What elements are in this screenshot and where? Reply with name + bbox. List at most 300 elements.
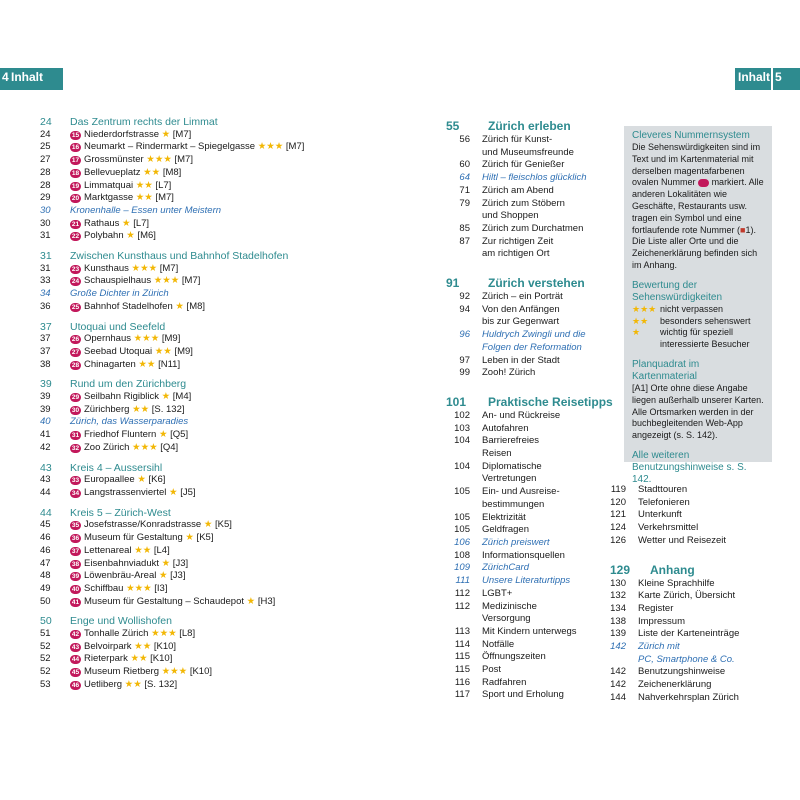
entry-title: Unsere Literaturtipps [482, 575, 571, 587]
page-number: 60 [459, 159, 470, 171]
toc-entry[interactable] [446, 172, 616, 185]
star-rating-icon: ★ [175, 300, 184, 312]
toc-entry[interactable] [40, 180, 308, 193]
section-gap [40, 608, 308, 615]
entry-title: Bahnhof Stadelhofen ★ [M8] [84, 300, 206, 312]
entry-title: Leben in der Stadt [482, 354, 560, 366]
star-rating-icon: ★ [161, 557, 171, 569]
sight-number-badge: 21 [71, 220, 80, 228]
toc-entry[interactable] [40, 558, 308, 571]
toc-entry[interactable] [40, 429, 308, 442]
star-rating-icon: ★★ [134, 544, 152, 556]
page-number: 50 [40, 615, 52, 628]
left-header-title: Inhalt [11, 70, 43, 84]
page-number [446, 342, 482, 355]
page-number: 129 [610, 562, 631, 577]
star-rating-icon: ★ [137, 474, 146, 486]
page-number: 46 [40, 532, 51, 544]
toc-entry[interactable] [610, 497, 785, 510]
toc-section-heading[interactable] [446, 118, 616, 134]
toc-entry[interactable] [40, 192, 308, 205]
toc-entry[interactable] [446, 512, 616, 525]
star-rating-icon: ★★ [154, 345, 172, 357]
toc-entry[interactable] [40, 679, 308, 692]
toc-entry[interactable] [610, 628, 785, 641]
entry-title: LGBT+ [482, 587, 513, 599]
page-number [610, 654, 638, 667]
header-divider [771, 68, 773, 90]
toc-entry[interactable] [40, 288, 308, 301]
page-number: 36 [40, 300, 51, 312]
toc-entry[interactable] [446, 664, 616, 677]
page-number: 138 [610, 615, 626, 627]
entry-title: Kronenhalle – Essen unter Meistern [70, 204, 222, 216]
toc-entry[interactable] [446, 575, 616, 588]
entry-title: Autofahren [482, 422, 529, 434]
sight-number-badge: 44 [71, 656, 80, 664]
toc-entry[interactable] [40, 583, 308, 596]
entry-title: Liste der Karteneinträge [638, 628, 740, 640]
page-number [446, 147, 482, 160]
toc-entry[interactable] [446, 355, 616, 368]
star-rating-icon: ★★★ [257, 141, 284, 153]
page-number: 119 [610, 484, 626, 495]
entry-title: Zürich – ein Porträt [482, 291, 563, 303]
toc-section-heading[interactable] [40, 116, 308, 129]
page-number: 51 [40, 628, 51, 640]
page-number: 104 [454, 460, 470, 472]
entry-title: Das Zentrum rechts der Limmat [70, 116, 218, 128]
entry-title: Notfälle [482, 638, 515, 650]
toc-entry[interactable] [446, 651, 616, 664]
toc-entry[interactable] [446, 159, 616, 172]
entry-title: Stadttouren [638, 484, 688, 495]
entry-title: und Shoppen [482, 210, 539, 222]
toc-entry[interactable] [446, 185, 616, 198]
section-gap [40, 314, 308, 321]
page-number: 96 [459, 329, 470, 341]
entry-title: Rund um den Zürichberg [70, 378, 187, 391]
entry-title: Sport und Erholung [482, 689, 564, 701]
toc-entry[interactable] [40, 154, 308, 167]
sight-number-badge: 42 [71, 631, 80, 639]
toc-entry[interactable] [40, 404, 308, 417]
toc-entry[interactable] [446, 435, 616, 448]
sight-number-badge: 46 [71, 681, 80, 689]
toc-entry[interactable] [40, 596, 308, 609]
star-rating-icon: ★★★ [126, 582, 152, 594]
entry-title: Limmatquai ★★ [L7] [84, 179, 172, 191]
toc-entry[interactable] [40, 218, 308, 231]
toc-entry[interactable] [446, 550, 616, 563]
toc-entry[interactable] [446, 448, 616, 461]
page-number: 87 [459, 235, 470, 247]
page-number: 109 [454, 562, 470, 574]
toc-section-heading[interactable] [446, 394, 616, 410]
page-number: 130 [610, 577, 626, 589]
toc-entry[interactable] [40, 666, 308, 679]
page-number: 44 [40, 506, 52, 519]
page-number: 85 [459, 222, 470, 234]
sight-number-badge: 35 [71, 522, 80, 530]
toc-column-experience [446, 118, 616, 702]
toc-entry[interactable] [40, 333, 308, 346]
page-number [446, 210, 482, 223]
entry-title: Museum Rietberg ★★★ [K10] [84, 666, 213, 678]
page-number: 43 [40, 461, 52, 474]
star-rating-icon: ★★★ [146, 154, 172, 166]
star-rating-icon: ★ [159, 570, 168, 582]
entry-title: Unterkunft [638, 509, 682, 521]
toc-entry[interactable] [610, 535, 785, 548]
toc-entry[interactable] [40, 545, 308, 558]
sight-number-badge: 40 [71, 585, 80, 593]
toc-section-heading[interactable] [40, 321, 308, 334]
entry-title: und Museumsfreunde [482, 146, 574, 158]
toc-entry[interactable] [446, 626, 616, 639]
page-number: 45 [40, 519, 51, 531]
toc-entry[interactable] [446, 473, 616, 486]
toc-entry[interactable] [446, 329, 616, 342]
sight-number-badge: 31 [71, 432, 80, 440]
sight-number-badge: 37 [71, 547, 80, 555]
sidebar-text-part: Die Sehenswürdigkeiten sind im Text und im Kartenmaterial mit derselben magentafarbenen ovalen Nummer [632, 142, 761, 188]
rating-row [632, 327, 764, 351]
entry-title: bis zur Gegenwart [482, 316, 560, 328]
sight-number-badge: 17 [71, 157, 80, 165]
entry-title: Tonhalle Zürich ★★★ [L8] [84, 628, 196, 640]
toc-entry[interactable] [446, 562, 616, 575]
toc-entry[interactable] [446, 423, 616, 436]
toc-entry[interactable] [40, 141, 308, 154]
page-number: 55 [446, 119, 460, 133]
toc-entry[interactable] [446, 613, 616, 626]
toc-entry[interactable] [610, 509, 785, 522]
entry-title: Impressum [638, 615, 685, 627]
toc-entry[interactable] [446, 198, 616, 211]
page-number: 105 [454, 511, 470, 523]
toc-entry[interactable] [446, 236, 616, 249]
page-number: 124 [610, 522, 626, 534]
entry-title: Polybahn ★ [M6] [84, 230, 156, 242]
star-rating-icon: ★★★ [151, 628, 177, 640]
toc-column-sights [40, 116, 308, 692]
entry-title: Kleine Sprachhilfe [638, 577, 715, 589]
entry-title: Elektrizität [482, 511, 526, 523]
sight-number-badge: 36 [71, 535, 80, 543]
entry-title: Utoquai und Seefeld [70, 320, 166, 333]
entry-title: Karte Zürich, Übersicht [638, 590, 736, 602]
page-number [446, 448, 482, 461]
entry-title: bestimmungen [482, 498, 545, 510]
toc-entry[interactable] [40, 442, 308, 455]
toc-entry[interactable] [40, 301, 308, 314]
section-gap [610, 548, 785, 562]
toc-entry[interactable] [446, 316, 616, 329]
sight-number-badge: 25 [71, 303, 80, 311]
toc-section-heading[interactable] [40, 462, 308, 475]
entry-title: Rathaus ★ [L7] [84, 217, 150, 229]
page-number: 112 [454, 587, 470, 599]
toc-entry[interactable] [610, 654, 785, 667]
page-number: 25 [40, 141, 51, 153]
entry-title: Zürich zum Stöbern [482, 197, 565, 209]
star-rating-icon: ★★★ [161, 666, 188, 678]
page-number: 31 [40, 262, 51, 274]
toc-entry[interactable] [610, 641, 785, 654]
toc-entry[interactable] [40, 487, 308, 500]
toc-entry[interactable] [610, 692, 785, 705]
sidebar-heading-rating: Bewertung der Sehenswürdigkeiten [632, 279, 723, 303]
toc-entry[interactable] [610, 522, 785, 535]
toc-entry[interactable] [446, 461, 616, 474]
star-rating-icon: ★★★ [132, 441, 158, 453]
page-number: 39 [40, 403, 51, 415]
toc-entry[interactable] [40, 275, 308, 288]
entry-title: Zürich erleben [488, 119, 571, 133]
sight-number-badge: 45 [71, 669, 80, 677]
page-number: 134 [610, 602, 626, 614]
sight-number-badge: 32 [71, 444, 80, 452]
entry-title: Öffnungszeiten [482, 651, 546, 663]
page-number: 111 [455, 575, 470, 587]
entry-title: Zürich zum Durchatmen [482, 222, 584, 234]
entry-title: Europaallee ★ [K6] [84, 474, 166, 486]
toc-section-heading[interactable] [40, 507, 308, 520]
page-number: 115 [454, 651, 470, 663]
page-number: 44 [40, 486, 51, 498]
page-number: 48 [40, 570, 51, 582]
toc-entry[interactable] [40, 416, 308, 429]
page-number: 30 [40, 204, 51, 216]
toc-entry[interactable] [610, 578, 785, 591]
entry-title: Langstrassenviertel ★ [J5] [84, 486, 196, 498]
sight-number-badge: 38 [71, 560, 80, 568]
page-number: 29 [40, 192, 51, 204]
page-number [446, 248, 482, 261]
star-rating-icon: ★★★ [632, 303, 657, 314]
star-rating-icon: ★★ [632, 315, 649, 326]
sight-number-badge: 26 [71, 336, 80, 344]
sight-number-badge: 43 [71, 643, 80, 651]
page-number: 126 [610, 534, 626, 546]
page-number: 106 [454, 536, 470, 548]
toc-column-appendix [610, 484, 785, 705]
sight-number-badge: 28 [71, 361, 80, 369]
entry-title: Zürich verstehen [488, 276, 585, 291]
sight-number-badge: 30 [71, 406, 80, 414]
toc-entry[interactable] [446, 304, 616, 317]
entry-title: An- und Rückreise [482, 409, 561, 421]
toc-entry[interactable] [446, 342, 616, 355]
page-number [446, 613, 482, 626]
page-number: 139 [610, 628, 626, 640]
toc-entry[interactable] [610, 666, 785, 679]
entry-title: Museum für Gestaltung – Schaudepot ★ [H3] [84, 595, 276, 607]
page-number: 94 [459, 303, 470, 315]
toc-entry[interactable] [446, 601, 616, 614]
entry-title: Zürich am Abend [482, 184, 554, 196]
sight-number-badge: 33 [71, 477, 80, 485]
entry-title: Museum für Gestaltung ★ [K5] [84, 532, 214, 544]
toc-entry[interactable] [40, 653, 308, 666]
sight-number-badge: 18 [71, 169, 80, 177]
toc-entry[interactable] [40, 167, 308, 180]
page-number: 97 [459, 354, 470, 366]
toc-entry[interactable] [446, 223, 616, 236]
section-gap [40, 500, 308, 507]
page-number: 105 [454, 524, 470, 536]
star-rating-icon: ★★ [124, 678, 142, 690]
page-number: 52 [40, 640, 51, 652]
star-rating-icon: ★★★ [133, 333, 160, 345]
toc-entry[interactable] [610, 616, 785, 629]
toc-entry[interactable] [446, 248, 616, 261]
toc-section-heading[interactable] [40, 250, 308, 263]
section-gap [40, 371, 308, 378]
entry-title: Register [638, 602, 674, 614]
toc-entry[interactable] [446, 499, 616, 512]
toc-entry[interactable] [40, 474, 308, 487]
toc-entry[interactable] [40, 263, 308, 276]
star-rating-icon: ★ [185, 532, 194, 544]
sidebar-heading-numbering: Cleveres Nummernsystem [632, 130, 750, 141]
page-number: 30 [40, 217, 51, 229]
sidebar-text-grid: [A1] Orte ohne diese Angabe liegen außerhalb unserer Karten. Alle Ortsmarken werden in der buchbegleitenden Web-App angezeigt (s. S. 142). [632, 382, 764, 441]
entry-title: Opernhaus ★★★ [M9] [84, 333, 181, 345]
toc-entry[interactable] [610, 603, 785, 616]
page-number: 39 [40, 391, 51, 403]
toc-entry[interactable] [610, 590, 785, 603]
entry-title: Schauspielhaus ★★★ [M7] [84, 275, 201, 287]
page-number: 37 [40, 320, 52, 333]
toc-entry[interactable] [446, 147, 616, 160]
entry-title: Marktgasse ★★ [M7] [84, 192, 174, 204]
toc-entry[interactable] [40, 346, 308, 359]
rating-label: nicht verpassen [660, 303, 724, 314]
page-number: 33 [40, 275, 51, 287]
entry-title: Zürich preiswert [482, 536, 550, 548]
toc-entry[interactable] [610, 679, 785, 692]
toc-entry[interactable] [40, 641, 308, 654]
toc-entry[interactable] [446, 689, 616, 702]
page-number: 52 [40, 653, 51, 665]
sight-number-badge: 39 [71, 573, 80, 581]
star-rating-icon: ★★ [132, 403, 150, 415]
page-number: 112 [454, 600, 470, 612]
toc-entry[interactable] [40, 532, 308, 545]
page-number: 47 [40, 557, 51, 569]
page-number: 28 [40, 166, 51, 178]
toc-entry[interactable] [446, 677, 616, 690]
section-gap [40, 243, 308, 250]
entry-title: Ein- und Ausreise- [482, 486, 560, 498]
entry-title: Zürichberg ★★ [S. 132] [84, 403, 185, 415]
toc-section-heading[interactable] [446, 275, 616, 291]
toc-entry[interactable] [40, 129, 308, 142]
toc-section-heading[interactable] [40, 615, 308, 628]
page-number: 40 [40, 416, 51, 428]
toc-entry[interactable] [446, 291, 616, 304]
entry-title: Radfahren [482, 676, 527, 688]
toc-entry[interactable] [446, 210, 616, 223]
page-number: 42 [40, 441, 51, 453]
entry-title: am richtigen Ort [482, 248, 550, 260]
toc-section-heading[interactable] [610, 562, 785, 578]
toc-entry[interactable] [446, 639, 616, 652]
page-number: 92 [459, 291, 470, 303]
entry-title: Eisenbahnviadukt ★ [J3] [84, 557, 189, 569]
toc-section-heading[interactable] [40, 378, 308, 391]
toc-entry[interactable] [446, 486, 616, 499]
toc-entry[interactable] [40, 391, 308, 404]
toc-entry[interactable] [446, 134, 616, 147]
page-number: 31 [40, 250, 52, 263]
toc-entry[interactable] [40, 519, 308, 532]
page-number [446, 499, 482, 512]
entry-title: Bellevueplatz ★★ [M8] [84, 166, 182, 178]
toc-entry[interactable] [446, 410, 616, 423]
toc-entry[interactable] [40, 205, 308, 218]
page-number: 91 [446, 276, 460, 291]
entry-title: Huldrych Zwingli und die [482, 329, 586, 341]
page-number: 34 [40, 288, 51, 300]
entry-title: Chinagarten ★★ [N11] [84, 358, 181, 370]
sight-number-badge: 41 [71, 598, 80, 606]
page-number: 101 [446, 394, 467, 409]
rating-row [632, 304, 764, 316]
star-rating-icon: ★ [203, 519, 213, 531]
star-rating-icon: ★★★ [153, 275, 180, 287]
page-number: 121 [610, 509, 626, 521]
sight-number-badge: 29 [71, 394, 80, 402]
entry-title: Hiltl – fleischlos glücklich [482, 172, 587, 184]
page-number: 39 [40, 378, 52, 391]
toc-entry[interactable] [40, 570, 308, 583]
entry-title: Seebad Utoquai ★★ [M9] [84, 345, 193, 357]
entry-title: Seilbahn Rigiblick ★ [M4] [84, 391, 192, 403]
sidebar-text-part: markiert. Alle anderen Lokalitäten wie Geschäfte, Restaurants usw. tragen ein Symbol und eine fortlaufende rote Nummer ( [632, 177, 764, 235]
page-number: 50 [40, 595, 51, 607]
entry-title: Vertretungen [482, 473, 537, 485]
page-number: 24 [40, 128, 51, 140]
toc-entry[interactable] [446, 367, 616, 380]
entry-title: Friedhof Fluntern ★ [Q5] [84, 429, 189, 441]
rating-row [632, 316, 764, 328]
toc-entry[interactable] [40, 230, 308, 243]
page-number: 103 [454, 422, 470, 434]
entry-title: Nahverkehrsplan Zürich [638, 691, 739, 703]
page-number: 37 [40, 333, 51, 345]
sight-number-badge: 16 [71, 144, 80, 152]
toc-entry[interactable] [446, 588, 616, 601]
page-number: 105 [454, 486, 470, 498]
page-number: 132 [610, 590, 626, 602]
toc-entry[interactable] [40, 359, 308, 372]
toc-entry[interactable] [446, 537, 616, 550]
left-page-header [0, 68, 63, 90]
toc-entry[interactable] [446, 524, 616, 537]
entry-title: Große Dichter in Zürich [70, 288, 169, 300]
entry-title: Schiffbau ★★★ [I3] [84, 582, 168, 594]
toc-entry[interactable] [40, 628, 308, 641]
entry-title: Niederdorfstrasse ★ [M7] [84, 128, 192, 140]
magenta-marker-icon [698, 179, 709, 187]
section-gap [446, 380, 616, 394]
page-number: 37 [40, 345, 51, 357]
star-rating-icon: ★ [122, 217, 131, 229]
sidebar-heading-more: Alle weiteren Benutzungshinweise s. S. 142. [632, 449, 747, 485]
